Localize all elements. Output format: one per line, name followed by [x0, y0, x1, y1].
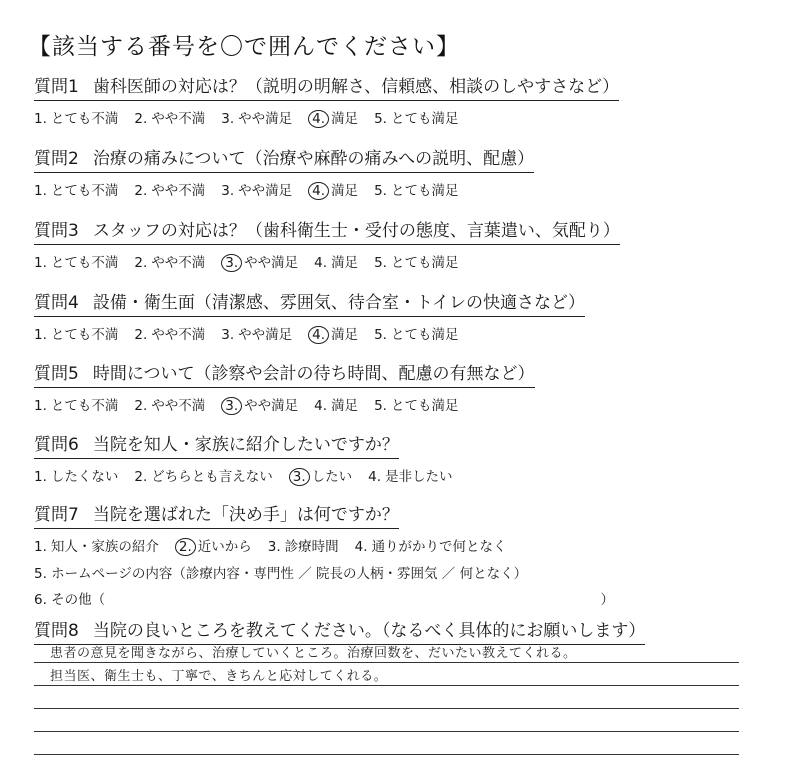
option-number: 2. [134, 255, 148, 271]
question-label: 質問8 [34, 621, 79, 641]
options-row [34, 535, 774, 556]
option-5-line[interactable]: 5. ホームページの内容（診療内容・専門性 ／ 院長の人柄・雰囲気 ／ 何となく） [34, 566, 528, 582]
option-number: 1. [34, 111, 47, 127]
option-number: 4. [308, 110, 329, 128]
option-number: 3. [221, 254, 242, 272]
option[interactable] [34, 465, 118, 485]
options-row [34, 179, 774, 200]
option-text: 満足 [331, 255, 359, 271]
question-3 [34, 216, 774, 272]
option-number: 3. [289, 468, 310, 486]
other-close: ） [600, 592, 614, 608]
option-text: とても満足 [390, 327, 459, 343]
answer-line[interactable] [34, 732, 739, 755]
question-label: 質問7 [34, 505, 79, 525]
option-text: したくない [50, 469, 119, 485]
option-number: 3. [221, 327, 235, 343]
option-text: とても満足 [390, 255, 459, 271]
handwritten-answer: 担当医、衛生士も、丁寧で、きちんと応対してくれる。 [50, 669, 388, 684]
option-selected[interactable] [221, 251, 298, 272]
option-number: 1. [34, 255, 47, 271]
option[interactable] [221, 179, 292, 199]
options-row [34, 323, 774, 344]
options-row [34, 465, 774, 486]
option-text: どちらとも言えない [151, 469, 273, 485]
option[interactable] [355, 535, 507, 555]
question-text: 歯科医師の対応は？（説明の明解さ、信頼感、相談のしやすさなど） [92, 77, 620, 97]
question-title [34, 216, 620, 245]
option-number: 3. [221, 111, 235, 127]
other-open: 6. その他（ [34, 592, 106, 608]
option-number: 1. [34, 327, 47, 343]
option[interactable] [374, 251, 458, 271]
question-title [34, 144, 534, 173]
option-text: 満足 [331, 111, 359, 127]
option-text: とても不満 [50, 398, 119, 414]
option[interactable] [221, 107, 292, 127]
option-number: 1. [34, 469, 47, 485]
option-text: 近いから [197, 539, 252, 555]
question-6 [34, 430, 774, 486]
option[interactable] [34, 179, 118, 199]
question-title [34, 72, 619, 101]
option-text: やや不満 [151, 398, 206, 414]
question-text: 時間について（診察や会計の待ち時間、配慮の有無など） [92, 364, 535, 384]
option[interactable] [134, 465, 272, 485]
option-text: とても満足 [390, 398, 459, 414]
option[interactable] [221, 323, 292, 343]
option-number: 4. [308, 182, 329, 200]
options-row [34, 251, 774, 272]
option-text: とても不満 [50, 183, 119, 199]
option-text: やや不満 [151, 111, 206, 127]
option-number: 4. [308, 326, 329, 344]
option-number: 5. [374, 183, 387, 199]
option[interactable] [368, 465, 452, 485]
handwritten-answer: 患者の意見を聞きながら、治療していくところ。治療回数を、だいたい教えてくれる。 [50, 646, 577, 661]
option-text: とても満足 [390, 183, 459, 199]
option[interactable] [34, 394, 118, 414]
question-title [34, 288, 585, 317]
option[interactable] [34, 107, 118, 127]
answer-line[interactable] [34, 686, 739, 709]
option-number: 2. [134, 183, 148, 199]
option-text: 診療時間 [284, 539, 339, 555]
option-text: やや満足 [238, 327, 293, 343]
option-selected[interactable] [308, 179, 358, 200]
question-text: 当院を選ばれた「決め手」は何ですか？ [92, 505, 399, 525]
question-text: 当院の良いところを教えてください。（なるべく具体的にお願いします） [92, 621, 646, 641]
question-2 [34, 144, 774, 200]
option-number: 3. [221, 183, 235, 199]
option-text: やや満足 [238, 111, 293, 127]
option-text: 満足 [331, 183, 359, 199]
option-number: 5. [374, 255, 387, 271]
question-label: 質問3 [34, 221, 79, 241]
option-number: 2. [134, 398, 148, 414]
question-label: 質問6 [34, 435, 79, 455]
option-number: 2. [134, 327, 148, 343]
option[interactable] [374, 107, 458, 127]
question-text: スタッフの対応は？（歯科衛生士・受付の態度、言葉遣い、気配り） [92, 221, 620, 241]
option-number: 4. [354, 539, 368, 555]
option[interactable] [134, 179, 205, 199]
question-title [34, 500, 399, 529]
option-number: 2. [175, 538, 196, 556]
option-text: 通りがかりで何となく [371, 539, 507, 555]
option[interactable] [34, 323, 118, 343]
answer-line[interactable] [34, 663, 739, 686]
option-number: 1. [34, 539, 47, 555]
option-text: やや満足 [238, 183, 293, 199]
question-label: 質問2 [34, 149, 79, 169]
option[interactable] [374, 179, 458, 199]
option-text: 知人・家族の紹介 [50, 539, 159, 555]
answer-line[interactable] [34, 640, 739, 663]
question-label: 質問5 [34, 364, 79, 384]
question-title [34, 359, 535, 388]
question-4 [34, 288, 774, 344]
option-text: とても満足 [390, 111, 459, 127]
option-text: 是非したい [385, 469, 453, 485]
question-5 [34, 359, 774, 415]
option[interactable] [134, 394, 205, 414]
option-text: 満足 [331, 327, 359, 343]
question-text: 設備・衛生面（清潔感、雰囲気、待合室・トイレの快適さなど） [92, 293, 585, 313]
question-title [34, 430, 399, 459]
option[interactable] [134, 107, 205, 127]
option-number: 4. [368, 469, 382, 485]
question-text: 治療の痛みについて（治療や麻酔の痛みへの説明、配慮） [92, 149, 535, 169]
option[interactable] [314, 251, 358, 271]
option-selected[interactable] [308, 107, 358, 128]
question-7 [34, 500, 774, 608]
question-1 [34, 72, 774, 128]
options-row [34, 394, 774, 415]
option-number: 1. [34, 183, 47, 199]
option-number: 3. [267, 539, 281, 555]
option-text: したい [311, 469, 353, 485]
answer-line[interactable] [34, 709, 739, 732]
option-selected[interactable] [221, 394, 298, 415]
option-text: やや不満 [151, 327, 206, 343]
option-selected[interactable] [175, 535, 252, 556]
option-text: やや満足 [244, 255, 299, 271]
option-text: やや満足 [244, 398, 299, 414]
question-text: 当院を知人・家族に紹介したいですか？ [92, 435, 399, 455]
option-text: やや不満 [151, 255, 206, 271]
option-number: 4. [314, 255, 328, 271]
instruction-header: 【該当する番号を〇で囲んでください】 [28, 34, 460, 60]
option-selected[interactable] [308, 323, 358, 344]
option-number: 5. [374, 111, 387, 127]
option-number: 3. [221, 397, 242, 415]
option-text: とても不満 [50, 255, 119, 271]
option-number: 1. [34, 398, 47, 414]
option-number: 2. [134, 111, 148, 127]
option-selected[interactable] [289, 465, 352, 486]
option-text: やや不満 [151, 183, 206, 199]
option-number: 2. [134, 469, 148, 485]
question-label: 質問1 [34, 77, 79, 97]
answer-lines [34, 640, 739, 755]
option[interactable] [34, 251, 118, 271]
options-row [34, 107, 774, 128]
option[interactable] [374, 323, 458, 343]
question-label: 質問4 [34, 293, 79, 313]
option[interactable] [134, 251, 205, 271]
option-text: 満足 [331, 398, 359, 414]
option[interactable] [268, 535, 339, 555]
option[interactable] [374, 394, 458, 414]
option-number: 5. [374, 327, 387, 343]
option-6-other[interactable] [34, 588, 614, 608]
option[interactable] [34, 535, 159, 555]
option-number: 4. [314, 398, 328, 414]
option-number: 5. [374, 398, 387, 414]
option-text: とても不満 [50, 111, 119, 127]
option[interactable] [134, 323, 205, 343]
option[interactable] [314, 394, 358, 414]
option-text: とても不満 [50, 327, 119, 343]
